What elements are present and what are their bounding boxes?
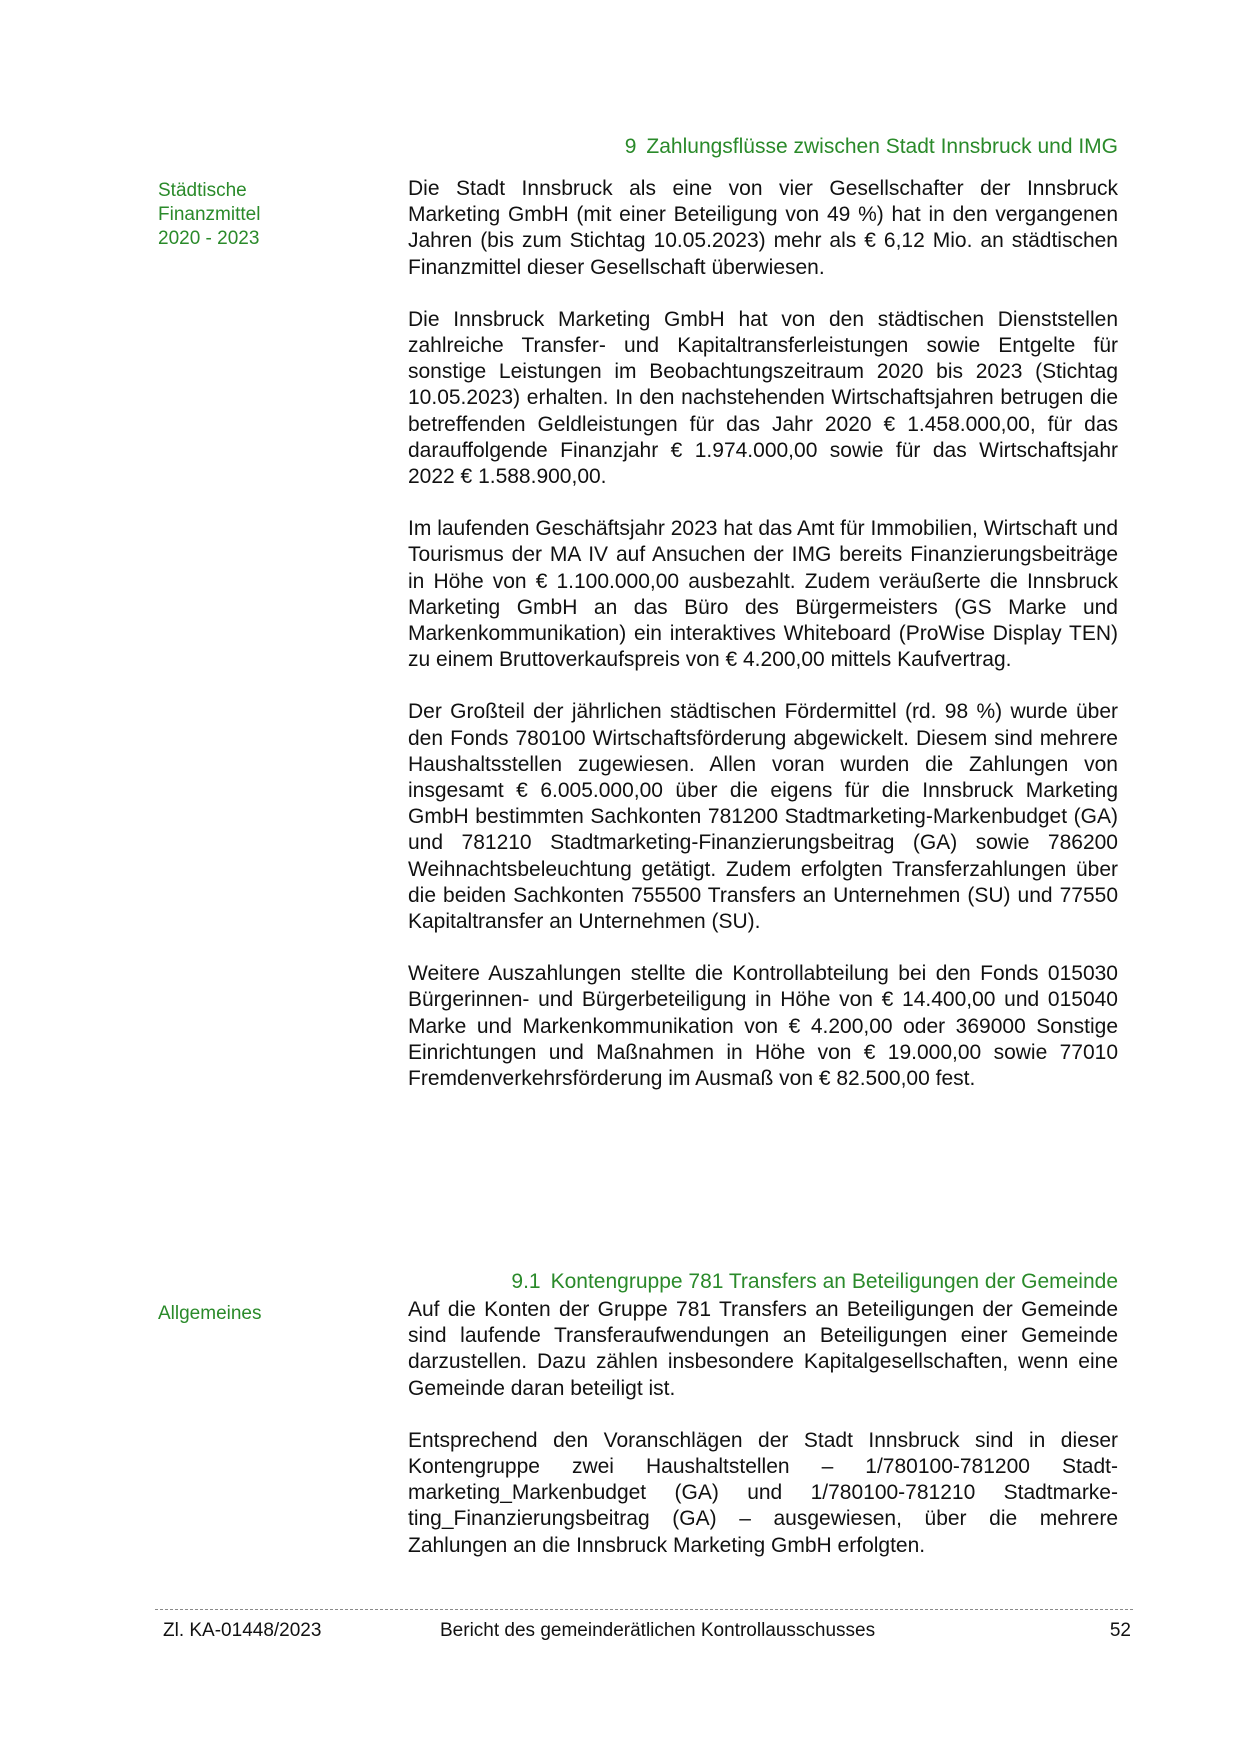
footer-report-title: Bericht des gemeinderätlichen Kontrollausschusses [440,1620,876,1641]
section-number: 9.1 [511,1270,541,1293]
margin-note-allgemeines [158,1302,358,1326]
paragraph: Auf die Konten der Gruppe 781 Transfers an Beteiligungen der Gemeinde sind laufende Transferaufwendungen an Beteiligungen einer Gemeinde darzustellen. Dazu zählen insbesondere Kapitalgesellschaften, wenn eine Gemeinde daran beteiligt ist. [408,1298,1118,1400]
margin-note-line: 2020 - 2023 [158,228,260,249]
paragraph: Die Innsbruck Marketing GmbH hat von den städtischen Dienststellen zahlreiche Transfer- und Kapitaltransferleistungen sowie Entgelte für sonstige Leistungen im Beobachtungszeitraum 2020 bis 2023 (Stichtag 10.05.2023) erhalten. In den nachstehenden Wirtschaftsjahren betrugen die betreffenden Geldleistungen für das Jahr 2020 € 1.458.000,00, für das darauffolgende Finanzjahr € 1.974.000,00 sowie für das Wirtschaftsjahr 2022 € 1.588.900,00. [408,307,1118,489]
page-number: 52 [1109,1620,1131,1641]
paragraph: Im laufenden Geschäftsjahr 2023 hat das Amt für Immobilien, Wirtschaft und Tourismus der MA IV auf Ansuchen der IMG bereits Finanzierungsbeiträge in Höhe von € 1.100.000,00 ausbezahlt. Zudem veräußerte die Innsbruck Marketing GmbH an das Büro des Bürgermeisters (GS Marke und Markenkommunikation) ein interaktives Whiteboard (ProWise Display TEN) zu einem Bruttoverkaufspreis von € 4.200,00 mittels Kaufvertrag. [408,517,1118,672]
margin-note-line: Finanzmittel [158,204,261,225]
section-heading-9 [625,135,1118,159]
section-title: Kontengruppe 781 Transfers an Beteiligungen der Gemeinde [550,1270,1118,1293]
paragraph: Die Stadt Innsbruck als eine von vier Gesellschafter der Innsbruck Marketing GmbH (mit einer Beteiligung von 49 %) hat in den vergangenen Jahren (bis zum Stichtag 10.05.2023) mehr als € 6,12 Mio. an städtischen Finanzmittel dieser Gesellschaft überwiesen. [408,177,1118,279]
paragraph: Weitere Auszahlungen stellte die Kontrollabteilung bei den Fonds 015030 Bürgerinnen- und Bürgerbeteiligung in Höhe von € 14.400,00 und 015040 Marke und Markenkommunikation von € 4.200,00 oder 369000 Sonstige Einrichtungen und Maßnahmen in Höhe von € 19.000,00 sowie 77010 Fremdenverkehrsförderung im Ausmaß von € 82.500,00 fest. [408,962,1118,1091]
margin-note-finanzmittel [158,179,358,251]
margin-note-line: Allgemeines [158,1303,262,1324]
section-heading-9-1 [511,1270,1118,1294]
section-9-1-body [408,1297,1118,1585]
footer-divider [155,1609,1133,1610]
footer-reference: Zl. KA-01448/2023 [163,1620,322,1641]
paragraph: Entsprechend den Voranschlägen der Stadt Innsbruck sind in dieser Kontengruppe zwei Haushaltstellen – 1/780100-781200 Stadtmarketing_Markenbudget (GA) und 1/780100-781210 Stadtmarketing_Finanzierungsbeitrag (GA) – ausgewiesen, über die mehrere Zahlungen an die Innsbruck Marketing GmbH erfolgten. [408,1428,1118,1557]
paragraph: Der Großteil der jährlichen städtischen Fördermittel (rd. 98 %) wurde über den Fonds 780100 Wirtschaftsförderung abgewickelt. Diesem sind mehrere Haushaltsstellen zugewiesen. Allen voran wurden die Zahlungen von insgesamt € 6.005.000,00 über die eigens für die Innsbruck Marketing GmbH bestimmten Sachkonten 781200 Stadtmarketing-Markenbudget (GA) und 781210 Stadtmarketing-Finanzierungsbeitrag (GA) sowie 786200 Weihnachtsbeleuchtung getätigt. Zudem erfolgten Transferzahlungen über die beiden Sachkonten 755500 Transfers an Unternehmen (SU) und 77550 Kapitaltransfer an Unternehmen (SU). [408,700,1118,934]
margin-note-line: Städtische [158,180,247,201]
section-number: 9 [624,135,637,158]
section-9-body [408,176,1118,1118]
section-title: Zahlungsflüsse zwischen Stadt Innsbruck und IMG [646,135,1118,158]
